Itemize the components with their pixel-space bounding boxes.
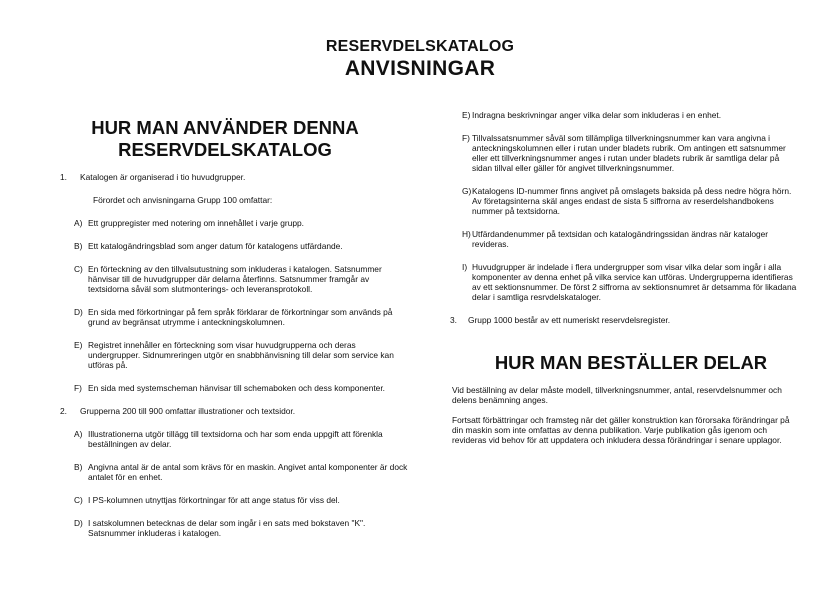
sub-text: Ett gruppregister med notering om innehållet i varje grupp. <box>88 218 305 228</box>
sub-text: Indragna beskrivningar anger vilka delar som inkluderas i en enhet. <box>472 110 722 120</box>
sub-item-2g <box>450 186 800 216</box>
sub-text: Angivna antal är de antal som krävs för en maskin. Angivet antal komponenter är dock antalet för en enhet. <box>88 462 408 482</box>
sub-marker: F) <box>74 383 82 393</box>
sub-item-1f <box>60 383 410 393</box>
sub-item-2f <box>450 133 800 173</box>
right-column <box>450 110 800 338</box>
list-item-text: Grupperna 200 till 900 omfattar illustrationer och textsidor. <box>80 406 296 416</box>
sub-marker: C) <box>74 264 83 274</box>
catalog-header-subtitle: ANVISNINGAR <box>344 57 496 80</box>
list-marker: 1. <box>60 172 67 182</box>
sub-text: Ett katalogändringsblad som anger datum för katalogens utfärdande. <box>88 241 343 251</box>
sub-item-2c <box>60 495 410 505</box>
left-column <box>60 172 410 551</box>
sub-item-2h <box>450 229 800 249</box>
sub-marker: B) <box>74 462 83 472</box>
section-title-ordering: HUR MAN BESTÄLLER DELAR <box>494 352 768 373</box>
sub-marker: D) <box>74 518 83 528</box>
sub-text: I satskolumnen betecknas de delar som ingår i en sats med bokstaven "K". Satsnummer inkluderas i katalogen. <box>88 518 366 538</box>
sub-item-2a <box>60 429 410 449</box>
sub-item-1d <box>60 307 410 327</box>
sub-item-1c <box>60 264 410 294</box>
sub-item-2d <box>60 518 410 538</box>
section-title-usage-line1: HUR MAN ANVÄNDER DENNA <box>91 117 359 138</box>
section-title-usage-line2: RESERVDELSKATALOG <box>118 139 332 160</box>
list-item-1 <box>60 172 410 182</box>
sub-marker: G) <box>462 186 472 196</box>
sub-marker: A) <box>74 429 83 439</box>
sub-item-1a <box>60 218 410 228</box>
sub-marker: C) <box>74 495 83 505</box>
sub-item-2i <box>450 262 800 302</box>
sub-text: En förteckning av den tillvalsutustning som inkluderas i katalogen. Satsnummer hänvisar till de huvudgrupper där delarna återfinns. Satsnummer framgår av textsidorna såväl som slutmonterings- och leveransprotokoll. <box>88 264 382 294</box>
sub-item-1e <box>60 340 410 370</box>
sub-text: Huvudgrupper är indelade i flera undergrupper som visar vilka delar som ingår i alla komponenter av denna enhet på vilka service kan utföras. Undergrupperna identifieras av ett sektionsnummer. De först 2 siffrorna av sektionsnumret är detsamma för likadana delar i samtliga resrvdelskataloger. <box>472 262 797 302</box>
sub-marker: E) <box>462 110 471 120</box>
list-item-2 <box>60 406 410 416</box>
sub-marker: B) <box>74 241 83 251</box>
ordering-paragraph-1: Vid beställning av delar måste modell, tillverkningsnummer, antal, reservdelsnummer och delens benämning anges. <box>452 385 782 405</box>
ordering-text <box>452 385 800 455</box>
sub-marker: I) <box>462 262 468 272</box>
list-marker: 3. <box>450 315 457 325</box>
sub-text: Utfärdandenummer på textsidan och katalogändringssidan ändras när kataloger revideras. <box>472 229 769 249</box>
sub-text: Registret innehåller en förteckning som visar huvudgrupperna och deras undergrupper. Sidnumreringen utgör en snabbhänvisning till delar som service kan utföras på. <box>88 340 394 370</box>
sub-marker: F) <box>462 133 470 143</box>
sub-text: En sida med förkortningar på fem språk förklarar de förkortningar som används på grund av begränsat utrymme i anteckningskolumnen. <box>88 307 393 327</box>
sub-text: I PS-kolumnen utnyttjas förkortningar för att ange status för viss del. <box>88 495 340 505</box>
sub-marker: A) <box>74 218 83 228</box>
catalog-header-title: RESERVDELSKATALOG <box>325 38 515 55</box>
list-item-text: Katalogen är organiserad i tio huvudgrupper. <box>80 172 246 182</box>
list-marker: 2. <box>60 406 67 416</box>
sub-text: Illustrationerna utgör tillägg till textsidorna och har som enda uppgift att förenkla beställningen av delar. <box>88 429 383 449</box>
sub-text: Katalogens ID-nummer finns angivet på omslagets baksida på dess nedre högra hörn. Av företagsinterna skäl anges endast de sista 5 siffrorna av reserdelshandbokens nummer på textsidorna. <box>472 186 792 216</box>
sub-item-1b <box>60 241 410 251</box>
list-item-1-intro: Förordet och anvisningarna Grupp 100 omfattar: <box>93 195 273 205</box>
sub-text: Tillvalssatsnummer såväl som tillämpliga tillverkningsnummer kan vara angivna i anteckningskolumnen eller i rutan under bladets rubrik. Om antingen ett satsnummer eller ett tillverkningsnummer anges i rutan under bladets rubrik är samtliga delar på sidan tillval eller gäller för angivet tillverkningsnummer. <box>472 133 786 173</box>
list-item-3 <box>450 315 800 325</box>
sub-item-2e <box>450 110 800 120</box>
sub-marker: D) <box>74 307 83 317</box>
section-title-usage <box>60 117 390 161</box>
list-item-text: Grupp 1000 består av ett numeriskt reservdelsregister. <box>468 315 671 325</box>
sub-item-2b <box>60 462 410 482</box>
ordering-paragraph-2: Fortsatt förbättringar och framsteg när det gäller konstruktion kan förorsaka förändringar på din maskin som inte omfattas av denna publikation. Varje publikation gås igenom och revideras vid behov för att uppdatera och inkludera dessa förändringar i senare upplagor. <box>452 415 790 445</box>
sub-text: En sida med systemscheman hänvisar till schemaboken och dess komponenter. <box>88 383 385 393</box>
sub-marker: H) <box>462 229 471 239</box>
sub-marker: E) <box>74 340 83 350</box>
